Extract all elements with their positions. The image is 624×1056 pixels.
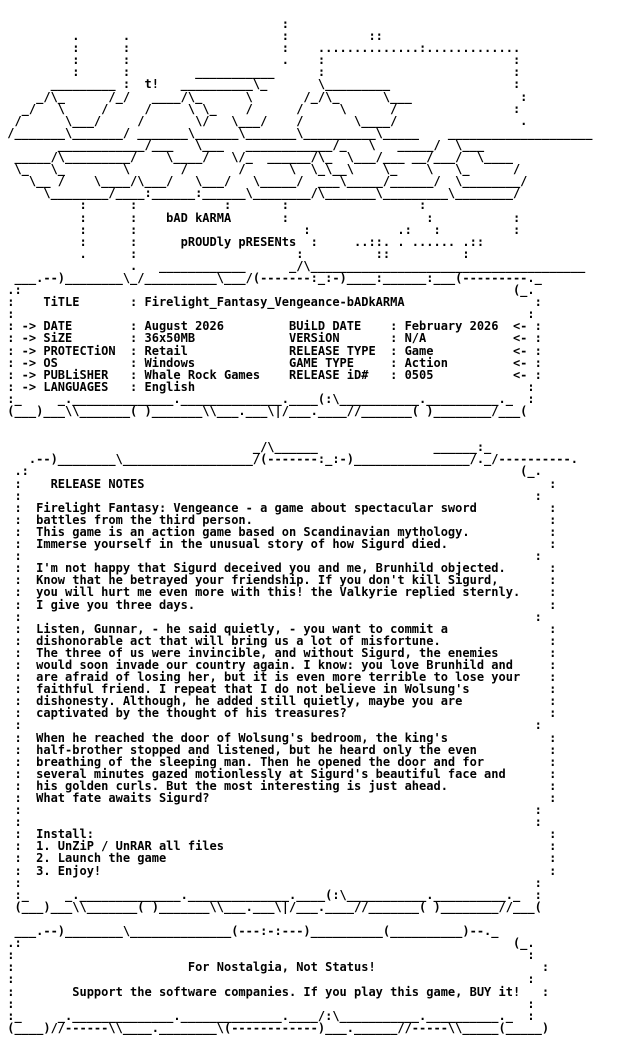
nfo-viewer xyxy=(0,18,624,1054)
nfo-ascii-text: : . . : :: : : : ..............:............. : : . : : : : ___________ : : _________ : t! __________\_ \_________ : _/\_ /_/ ____/\_ \ /_/\_ \___ : _/ \ / / \ \_ / / \ / : / \___/ / \/ \___/ / \____/ . /_______\_______/ _______\______\_______\__________\_____ ____________________ ____________/___ \___ ____________/_ \ _____/ \___ _____/\_________/ \____/ \/_ ______/\_ \___/___ __/___/ \____ \_ \_ \ / / \ \_\__\ \_ \ \_ / \__ / \____/\___/ \___/ \_____/ ___\_____/______/ \________/ \________/____:______:______\________/\_______\_________\________/ : : : : : : : bAD kARMA : : : : : : .: : : : : pROUDly pRESENts : ..::. . ...... .:: . : : :: : . ____________ _/\______________________________________ ___.--)________\_/__________\___/(-------:_:-)____:______:___(---------._ .: (_. : TiTLE : Firelight_Fantasy_Vengeance-bADkARMA : : : : -> DATE : August 2026 BUiLD DATE : February 2026 <- : : -> SiZE : 36x50MB VERSiON : N/A <- : : -> PROTECTiON : Retail RELEASE TYPE : Game <- : : -> OS : Windows GAME TYPE : Action <- : : -> PUBLiSHER : Whale Rock Games RELEASE iD# : 0505 <- : : -> LANGUAGES : English : :_ _.______________.______________.____(:\___________.__________._ : (___)___\\_______( )_______\\___.___\|/___.____//_______( )________/___( _/\______ ______:_ .--)________\__________________/(-------:_:-)________________/._/----------. .: (_. : RELEASE NOTES : : : : Firelight Fantasy: Vengeance - a game about spectacular sword : : battles from the third person. : : This game is an action game based on Scandinavian mythology. : : Immerse yourself in the unusual story of how Sigurd died. : : : : I'm not happy that Sigurd deceived you and me, Brunhild objected. : : Know that he betrayed your friendship. If you don't kill Sigurd, : : you will hurt me even more with this! the Valkyrie replied sternly. : : I give you three days. : : : : Listen, Gunnar, - he said quietly, - you want to commit a : : dishonorable act that will bring us a lot of misfortune. : : The three of us were invincible, and without Sigurd, the enemies : : would soon invade our country again. I know: you love Brunhild and : : are afraid of losing her, but it is even more terrible to lose your : : faithful friend. I repeat that I do not believe in Wolsung's : : dishonesty. Although, he added still quietly, maybe you are : : captivated by the thought of his treasures? : : : : When he reached the door of Wolsung's bedroom, the king's : : half-brother stopped and listened, but he heard only the even : : breathing of the sleeping man. Then he opened the door and for : : several minutes gazed motionlessly at Sigurd's beautiful face and : : his golden curls. But the most interesting is just ahead. : : What fate awaits Sigurd? : : : : : : Install: : : 1. UnZiP / UnRAR all files : : 2. Launch the game : : 3. Enjoy! : : : :_ _.______________.______________.____(:\___________.__________._ : (___)___\\_______( )_______\\___.___\|/___.____//_______( )________//___( ___.--)________\______________(---:-:---)__________(__________)--._ .: (_. : : : For Nostalgia, Not Status! : : : : Support the software companies. If you play this game, BUY it! : : : :_ _.______________.______________.____/:\___________.__________._ : (____)//------\\____.________\(------------)___.______//-----\\_____(_____) xyxy=(7,18,593,1035)
